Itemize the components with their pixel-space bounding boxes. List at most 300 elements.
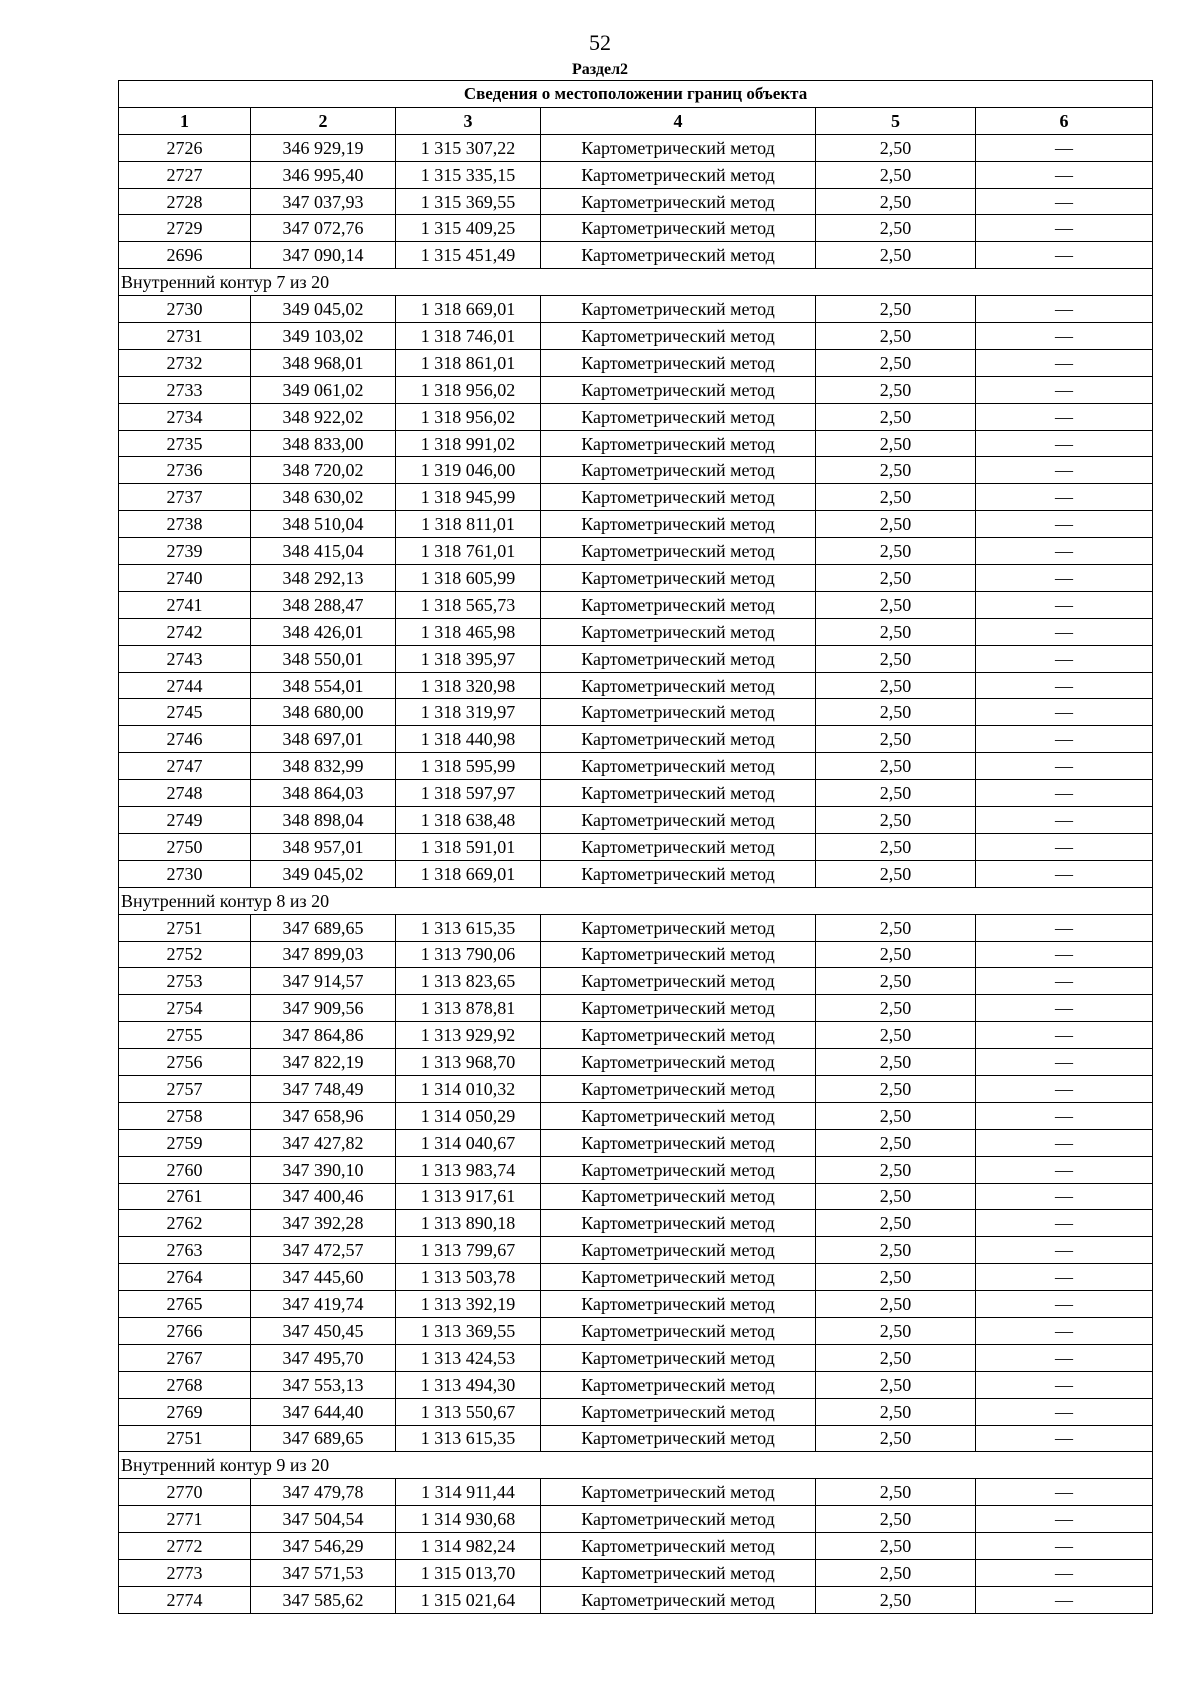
x-coordinate-cell: 348 968,01 [251, 349, 396, 376]
y-coordinate-cell: 1 318 991,02 [396, 430, 541, 457]
method-cell: Картометрический метод [541, 1022, 816, 1049]
accuracy-cell: 2,50 [816, 430, 976, 457]
method-cell: Картометрический метод [541, 591, 816, 618]
table-caption: Сведения о местоположении границ объекта [119, 81, 1153, 108]
y-coordinate-cell: 1 318 465,98 [396, 618, 541, 645]
method-cell: Картометрический метод [541, 457, 816, 484]
method-cell: Картометрический метод [541, 242, 816, 269]
point-number-cell: 2763 [119, 1237, 251, 1264]
y-coordinate-cell: 1 318 861,01 [396, 349, 541, 376]
point-number-cell: 2743 [119, 645, 251, 672]
accuracy-cell: 2,50 [816, 215, 976, 242]
y-coordinate-cell: 1 319 046,00 [396, 457, 541, 484]
method-cell: Картометрический метод [541, 376, 816, 403]
column-header-row [119, 107, 1153, 134]
y-coordinate-cell: 1 313 503,78 [396, 1264, 541, 1291]
table-row [119, 699, 1153, 726]
note-cell: — [976, 296, 1153, 323]
y-coordinate-cell: 1 315 021,64 [396, 1586, 541, 1613]
point-number-cell: 2748 [119, 780, 251, 807]
table-row [119, 161, 1153, 188]
point-number-cell: 2742 [119, 618, 251, 645]
point-number-cell: 2749 [119, 807, 251, 834]
accuracy-cell: 2,50 [816, 591, 976, 618]
y-coordinate-cell: 1 313 929,92 [396, 1022, 541, 1049]
table-row [119, 538, 1153, 565]
method-cell: Картометрический метод [541, 1344, 816, 1371]
accuracy-cell: 2,50 [816, 188, 976, 215]
y-coordinate-cell: 1 318 605,99 [396, 565, 541, 592]
point-number-cell: 2756 [119, 1049, 251, 1076]
table-row [119, 1479, 1153, 1506]
accuracy-cell: 2,50 [816, 1371, 976, 1398]
table-row [119, 726, 1153, 753]
accuracy-cell: 2,50 [816, 1022, 976, 1049]
point-number-cell: 2744 [119, 672, 251, 699]
table-row [119, 1156, 1153, 1183]
y-coordinate-cell: 1 318 956,02 [396, 376, 541, 403]
method-cell: Картометрический метод [541, 699, 816, 726]
note-cell: — [976, 645, 1153, 672]
column-header: 5 [816, 107, 976, 134]
point-number-cell: 2751 [119, 914, 251, 941]
note-cell: — [976, 1049, 1153, 1076]
method-cell: Картометрический метод [541, 538, 816, 565]
point-number-cell: 2735 [119, 430, 251, 457]
x-coordinate-cell: 347 689,65 [251, 1425, 396, 1452]
method-cell: Картометрический метод [541, 645, 816, 672]
note-cell: — [976, 1102, 1153, 1129]
accuracy-cell: 2,50 [816, 914, 976, 941]
point-number-cell: 2757 [119, 1075, 251, 1102]
note-cell: — [976, 941, 1153, 968]
note-cell: — [976, 1533, 1153, 1560]
point-number-cell: 2731 [119, 323, 251, 350]
column-header: 1 [119, 107, 251, 134]
contour-label: Внутренний контур 8 из 20 [119, 887, 1153, 914]
y-coordinate-cell: 1 313 878,81 [396, 995, 541, 1022]
table-row [119, 968, 1153, 995]
column-header: 2 [251, 107, 396, 134]
point-number-cell: 2738 [119, 511, 251, 538]
accuracy-cell: 2,50 [816, 618, 976, 645]
accuracy-cell: 2,50 [816, 1237, 976, 1264]
point-number-cell: 2727 [119, 161, 251, 188]
accuracy-cell: 2,50 [816, 1156, 976, 1183]
accuracy-cell: 2,50 [816, 1533, 976, 1560]
accuracy-cell: 2,50 [816, 1398, 976, 1425]
table-row [119, 1344, 1153, 1371]
note-cell: — [976, 188, 1153, 215]
accuracy-cell: 2,50 [816, 1183, 976, 1210]
x-coordinate-cell: 347 585,62 [251, 1586, 396, 1613]
y-coordinate-cell: 1 318 565,73 [396, 591, 541, 618]
table-row [119, 511, 1153, 538]
x-coordinate-cell: 347 571,53 [251, 1559, 396, 1586]
note-cell: — [976, 1344, 1153, 1371]
x-coordinate-cell: 347 658,96 [251, 1102, 396, 1129]
x-coordinate-cell: 347 400,46 [251, 1183, 396, 1210]
note-cell: — [976, 323, 1153, 350]
point-number-cell: 2759 [119, 1129, 251, 1156]
table-row [119, 1533, 1153, 1560]
method-cell: Картометрический метод [541, 349, 816, 376]
note-cell: — [976, 511, 1153, 538]
x-coordinate-cell: 347 553,13 [251, 1371, 396, 1398]
table-row [119, 1075, 1153, 1102]
y-coordinate-cell: 1 318 669,01 [396, 860, 541, 887]
y-coordinate-cell: 1 313 983,74 [396, 1156, 541, 1183]
point-number-cell: 2771 [119, 1506, 251, 1533]
point-number-cell: 2753 [119, 968, 251, 995]
note-cell: — [976, 1183, 1153, 1210]
point-number-cell: 2761 [119, 1183, 251, 1210]
section-title: Раздел2 [571, 61, 629, 78]
y-coordinate-cell: 1 313 494,30 [396, 1371, 541, 1398]
note-cell: — [976, 726, 1153, 753]
y-coordinate-cell: 1 315 013,70 [396, 1559, 541, 1586]
page-number: 52 [589, 30, 611, 55]
table-row [119, 1559, 1153, 1586]
y-coordinate-cell: 1 318 595,99 [396, 753, 541, 780]
point-number-cell: 2765 [119, 1291, 251, 1318]
accuracy-cell: 2,50 [816, 1210, 976, 1237]
note-cell: — [976, 1129, 1153, 1156]
method-cell: Картометрический метод [541, 1425, 816, 1452]
table-row [119, 188, 1153, 215]
table-row [119, 780, 1153, 807]
table-body [119, 134, 1153, 1613]
note-cell: — [976, 1559, 1153, 1586]
table-row [119, 941, 1153, 968]
column-header: 6 [976, 107, 1153, 134]
note-cell: — [976, 1317, 1153, 1344]
table-row [119, 376, 1153, 403]
x-coordinate-cell: 348 415,04 [251, 538, 396, 565]
method-cell: Картометрический метод [541, 484, 816, 511]
accuracy-cell: 2,50 [816, 833, 976, 860]
y-coordinate-cell: 1 318 761,01 [396, 538, 541, 565]
method-cell: Картометрический метод [541, 403, 816, 430]
point-number-cell: 2772 [119, 1533, 251, 1560]
method-cell: Картометрический метод [541, 1479, 816, 1506]
accuracy-cell: 2,50 [816, 1559, 976, 1586]
note-cell: — [976, 484, 1153, 511]
method-cell: Картометрический метод [541, 672, 816, 699]
point-number-cell: 2747 [119, 753, 251, 780]
x-coordinate-cell: 348 426,01 [251, 618, 396, 645]
note-cell: — [976, 1210, 1153, 1237]
table-row [119, 457, 1153, 484]
contour-header-row [119, 887, 1153, 914]
note-cell: — [976, 1022, 1153, 1049]
y-coordinate-cell: 1 313 615,35 [396, 914, 541, 941]
accuracy-cell: 2,50 [816, 1075, 976, 1102]
table-row [119, 1264, 1153, 1291]
y-coordinate-cell: 1 313 615,35 [396, 1425, 541, 1452]
x-coordinate-cell: 347 914,57 [251, 968, 396, 995]
accuracy-cell: 2,50 [816, 645, 976, 672]
table-row [119, 349, 1153, 376]
x-coordinate-cell: 347 495,70 [251, 1344, 396, 1371]
x-coordinate-cell: 348 832,99 [251, 753, 396, 780]
method-cell: Картометрический метод [541, 1102, 816, 1129]
x-coordinate-cell: 349 061,02 [251, 376, 396, 403]
accuracy-cell: 2,50 [816, 995, 976, 1022]
note-cell: — [976, 1479, 1153, 1506]
accuracy-cell: 2,50 [816, 753, 976, 780]
method-cell: Картометрический метод [541, 1291, 816, 1318]
y-coordinate-cell: 1 314 930,68 [396, 1506, 541, 1533]
accuracy-cell: 2,50 [816, 860, 976, 887]
accuracy-cell: 2,50 [816, 1425, 976, 1452]
note-cell: — [976, 349, 1153, 376]
note-cell: — [976, 1075, 1153, 1102]
table-row [119, 565, 1153, 592]
x-coordinate-cell: 348 292,13 [251, 565, 396, 592]
y-coordinate-cell: 1 314 911,44 [396, 1479, 541, 1506]
accuracy-cell: 2,50 [816, 968, 976, 995]
method-cell: Картометрический метод [541, 941, 816, 968]
accuracy-cell: 2,50 [816, 484, 976, 511]
note-cell: — [976, 833, 1153, 860]
method-cell: Картометрический метод [541, 296, 816, 323]
column-header: 4 [541, 107, 816, 134]
accuracy-cell: 2,50 [816, 1586, 976, 1613]
accuracy-cell: 2,50 [816, 134, 976, 161]
method-cell: Картометрический метод [541, 565, 816, 592]
table-row [119, 645, 1153, 672]
note-cell: — [976, 914, 1153, 941]
y-coordinate-cell: 1 313 424,53 [396, 1344, 541, 1371]
method-cell: Картометрический метод [541, 807, 816, 834]
note-cell: — [976, 161, 1153, 188]
method-cell: Картометрический метод [541, 430, 816, 457]
point-number-cell: 2754 [119, 995, 251, 1022]
x-coordinate-cell: 347 090,14 [251, 242, 396, 269]
accuracy-cell: 2,50 [816, 1479, 976, 1506]
x-coordinate-cell: 348 288,47 [251, 591, 396, 618]
point-number-cell: 2774 [119, 1586, 251, 1613]
method-cell: Картометрический метод [541, 161, 816, 188]
note-cell: — [976, 538, 1153, 565]
y-coordinate-cell: 1 318 746,01 [396, 323, 541, 350]
note-cell: — [976, 457, 1153, 484]
point-number-cell: 2764 [119, 1264, 251, 1291]
method-cell: Картометрический метод [541, 833, 816, 860]
method-cell: Картометрический метод [541, 323, 816, 350]
x-coordinate-cell: 347 909,56 [251, 995, 396, 1022]
point-number-cell: 2740 [119, 565, 251, 592]
method-cell: Картометрический метод [541, 1559, 816, 1586]
method-cell: Картометрический метод [541, 1129, 816, 1156]
x-coordinate-cell: 348 864,03 [251, 780, 396, 807]
x-coordinate-cell: 348 680,00 [251, 699, 396, 726]
accuracy-cell: 2,50 [816, 807, 976, 834]
x-coordinate-cell: 348 922,02 [251, 403, 396, 430]
x-coordinate-cell: 347 072,76 [251, 215, 396, 242]
note-cell: — [976, 807, 1153, 834]
x-coordinate-cell: 347 748,49 [251, 1075, 396, 1102]
x-coordinate-cell: 348 697,01 [251, 726, 396, 753]
note-cell: — [976, 618, 1153, 645]
x-coordinate-cell: 349 045,02 [251, 296, 396, 323]
x-coordinate-cell: 347 822,19 [251, 1049, 396, 1076]
contour-label: Внутренний контур 7 из 20 [119, 269, 1153, 296]
x-coordinate-cell: 348 957,01 [251, 833, 396, 860]
table-row [119, 1210, 1153, 1237]
x-coordinate-cell: 347 644,40 [251, 1398, 396, 1425]
x-coordinate-cell: 348 898,04 [251, 807, 396, 834]
table-row [119, 1237, 1153, 1264]
y-coordinate-cell: 1 313 917,61 [396, 1183, 541, 1210]
contour-label: Внутренний контур 9 из 20 [119, 1452, 1153, 1479]
table-row [119, 1291, 1153, 1318]
note-cell: — [976, 134, 1153, 161]
point-number-cell: 2728 [119, 188, 251, 215]
method-cell: Картометрический метод [541, 134, 816, 161]
y-coordinate-cell: 1 318 597,97 [396, 780, 541, 807]
point-number-cell: 2758 [119, 1102, 251, 1129]
y-coordinate-cell: 1 318 638,48 [396, 807, 541, 834]
table-row [119, 1398, 1153, 1425]
accuracy-cell: 2,50 [816, 323, 976, 350]
x-coordinate-cell: 349 045,02 [251, 860, 396, 887]
x-coordinate-cell: 347 689,65 [251, 914, 396, 941]
table-row [119, 860, 1153, 887]
note-cell: — [976, 376, 1153, 403]
note-cell: — [976, 1291, 1153, 1318]
y-coordinate-cell: 1 314 010,32 [396, 1075, 541, 1102]
x-coordinate-cell: 348 554,01 [251, 672, 396, 699]
y-coordinate-cell: 1 315 409,25 [396, 215, 541, 242]
x-coordinate-cell: 349 103,02 [251, 323, 396, 350]
table-row [119, 1049, 1153, 1076]
table-row [119, 242, 1153, 269]
note-cell: — [976, 1506, 1153, 1533]
point-number-cell: 2730 [119, 860, 251, 887]
table-row [119, 1317, 1153, 1344]
table-row [119, 296, 1153, 323]
method-cell: Картометрический метод [541, 618, 816, 645]
note-cell: — [976, 672, 1153, 699]
method-cell: Картометрический метод [541, 1075, 816, 1102]
x-coordinate-cell: 348 720,02 [251, 457, 396, 484]
y-coordinate-cell: 1 318 440,98 [396, 726, 541, 753]
contour-header-row [119, 1452, 1153, 1479]
point-number-cell: 2729 [119, 215, 251, 242]
x-coordinate-cell: 346 995,40 [251, 161, 396, 188]
point-number-cell: 2726 [119, 134, 251, 161]
method-cell: Картометрический метод [541, 1317, 816, 1344]
table-row [119, 591, 1153, 618]
table-row [119, 1129, 1153, 1156]
point-number-cell: 2739 [119, 538, 251, 565]
note-cell: — [976, 591, 1153, 618]
y-coordinate-cell: 1 318 945,99 [396, 484, 541, 511]
accuracy-cell: 2,50 [816, 1264, 976, 1291]
note-cell: — [976, 1237, 1153, 1264]
table-row [119, 403, 1153, 430]
method-cell: Картометрический метод [541, 1156, 816, 1183]
x-coordinate-cell: 347 427,82 [251, 1129, 396, 1156]
note-cell: — [976, 1586, 1153, 1613]
y-coordinate-cell: 1 313 823,65 [396, 968, 541, 995]
method-cell: Картометрический метод [541, 1371, 816, 1398]
table-row [119, 1183, 1153, 1210]
table-row [119, 618, 1153, 645]
method-cell: Картометрический метод [541, 188, 816, 215]
point-number-cell: 2734 [119, 403, 251, 430]
x-coordinate-cell: 348 550,01 [251, 645, 396, 672]
point-number-cell: 2762 [119, 1210, 251, 1237]
accuracy-cell: 2,50 [816, 376, 976, 403]
y-coordinate-cell: 1 315 307,22 [396, 134, 541, 161]
accuracy-cell: 2,50 [816, 726, 976, 753]
method-cell: Картометрический метод [541, 1049, 816, 1076]
accuracy-cell: 2,50 [816, 1049, 976, 1076]
accuracy-cell: 2,50 [816, 1129, 976, 1156]
table-row [119, 1586, 1153, 1613]
note-cell: — [976, 753, 1153, 780]
x-coordinate-cell: 347 504,54 [251, 1506, 396, 1533]
method-cell: Картометрический метод [541, 1533, 816, 1560]
y-coordinate-cell: 1 318 395,97 [396, 645, 541, 672]
table-row [119, 914, 1153, 941]
y-coordinate-cell: 1 313 790,06 [396, 941, 541, 968]
x-coordinate-cell: 347 479,78 [251, 1479, 396, 1506]
accuracy-cell: 2,50 [816, 941, 976, 968]
y-coordinate-cell: 1 314 982,24 [396, 1533, 541, 1560]
table-row [119, 430, 1153, 457]
y-coordinate-cell: 1 318 811,01 [396, 511, 541, 538]
accuracy-cell: 2,50 [816, 699, 976, 726]
method-cell: Картометрический метод [541, 1183, 816, 1210]
y-coordinate-cell: 1 315 451,49 [396, 242, 541, 269]
method-cell: Картометрический метод [541, 511, 816, 538]
table-row [119, 484, 1153, 511]
note-cell: — [976, 430, 1153, 457]
note-cell: — [976, 1371, 1153, 1398]
x-coordinate-cell: 347 445,60 [251, 1264, 396, 1291]
accuracy-cell: 2,50 [816, 349, 976, 376]
method-cell: Картометрический метод [541, 215, 816, 242]
note-cell: — [976, 780, 1153, 807]
method-cell: Картометрический метод [541, 914, 816, 941]
table-row [119, 753, 1153, 780]
accuracy-cell: 2,50 [816, 780, 976, 807]
method-cell: Картометрический метод [541, 1398, 816, 1425]
point-number-cell: 2730 [119, 296, 251, 323]
accuracy-cell: 2,50 [816, 457, 976, 484]
method-cell: Картометрический метод [541, 1586, 816, 1613]
y-coordinate-cell: 1 314 040,67 [396, 1129, 541, 1156]
column-header: 3 [396, 107, 541, 134]
note-cell: — [976, 860, 1153, 887]
table-row [119, 807, 1153, 834]
y-coordinate-cell: 1 313 890,18 [396, 1210, 541, 1237]
note-cell: — [976, 699, 1153, 726]
x-coordinate-cell: 347 419,74 [251, 1291, 396, 1318]
point-number-cell: 2755 [119, 1022, 251, 1049]
y-coordinate-cell: 1 318 319,97 [396, 699, 541, 726]
accuracy-cell: 2,50 [816, 1344, 976, 1371]
method-cell: Картометрический метод [541, 1210, 816, 1237]
method-cell: Картометрический метод [541, 968, 816, 995]
note-cell: — [976, 215, 1153, 242]
table-row [119, 1425, 1153, 1452]
y-coordinate-cell: 1 313 550,67 [396, 1398, 541, 1425]
